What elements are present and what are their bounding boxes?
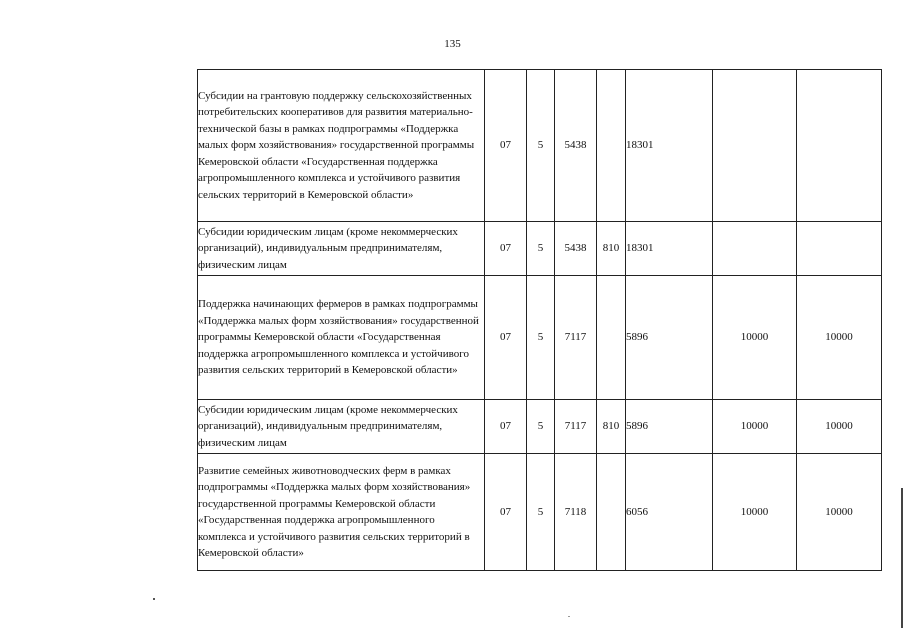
scan-speck <box>568 616 570 617</box>
amount-1: 5896 <box>626 400 713 454</box>
amount-3: 10000 <box>797 400 882 454</box>
amount-3: 10000 <box>797 276 882 400</box>
row-description: Поддержка начинающих фермеров в рамках подпрограммы «Поддержка малых форм хозяйствования» государственной программы Кемеровской области «Государственная поддержка агропромышленного комплекса и устойчивого развития сельских территорий в Кемеровской области» <box>198 276 485 400</box>
row-description: Субсидии юридическим лицам (кроме некоммерческих организаций), индивидуальным предпринимателям, физическим лицам <box>198 222 485 276</box>
table-row <box>198 454 882 571</box>
amount-1: 5896 <box>626 276 713 400</box>
table-row <box>198 276 882 400</box>
amount-3 <box>797 70 882 222</box>
subprogram-code: 5 <box>527 400 555 454</box>
amount-2: 10000 <box>713 454 797 571</box>
scan-speck <box>153 598 155 600</box>
expense-type-code <box>597 454 626 571</box>
direction-code: 7118 <box>555 454 597 571</box>
expense-type-code <box>597 70 626 222</box>
amount-2: 10000 <box>713 276 797 400</box>
row-description: Субсидии юридическим лицам (кроме некоммерческих организаций), индивидуальным предпринимателям, физическим лицам <box>198 400 485 454</box>
table-row <box>198 222 882 276</box>
subprogram-code: 5 <box>527 454 555 571</box>
row-description: Субсидии на грантовую поддержку сельскохозяйственных потребительских кооперативов для развития материально-технической базы в рамках подпрограммы «Поддержка малых форм хозяйствования» государственной программы Кемеровской области «Государственная поддержка агропромышленного комплекса и устойчивого развития сельских территорий в Кемеровской области» <box>198 70 485 222</box>
subprogram-code: 5 <box>527 70 555 222</box>
budget-table <box>197 69 882 571</box>
expense-type-code: 810 <box>597 222 626 276</box>
section-code: 07 <box>485 276 527 400</box>
amount-3: 10000 <box>797 454 882 571</box>
section-code: 07 <box>485 70 527 222</box>
section-code: 07 <box>485 222 527 276</box>
table-row <box>198 70 882 222</box>
amount-1: 6056 <box>626 454 713 571</box>
page-number: 135 <box>444 38 461 50</box>
subprogram-code: 5 <box>527 276 555 400</box>
amount-3 <box>797 222 882 276</box>
row-description: Развитие семейных животноводческих ферм в рамках подпрограммы «Поддержка малых форм хозяйствования» государственной программы Кемеровской области «Государственная поддержка агропромышленного комплекса и устойчивого развития сельских территорий в Кемеровской области» <box>198 454 485 571</box>
section-code: 07 <box>485 454 527 571</box>
direction-code: 7117 <box>555 276 597 400</box>
direction-code: 7117 <box>555 400 597 454</box>
amount-2: 10000 <box>713 400 797 454</box>
direction-code: 5438 <box>555 70 597 222</box>
section-code: 07 <box>485 400 527 454</box>
expense-type-code: 810 <box>597 400 626 454</box>
direction-code: 5438 <box>555 222 597 276</box>
expense-type-code <box>597 276 626 400</box>
subprogram-code: 5 <box>527 222 555 276</box>
amount-2 <box>713 222 797 276</box>
amount-2 <box>713 70 797 222</box>
amount-1: 18301 <box>626 70 713 222</box>
amount-1: 18301 <box>626 222 713 276</box>
table-row <box>198 400 882 454</box>
scan-edge-mark <box>901 488 903 628</box>
